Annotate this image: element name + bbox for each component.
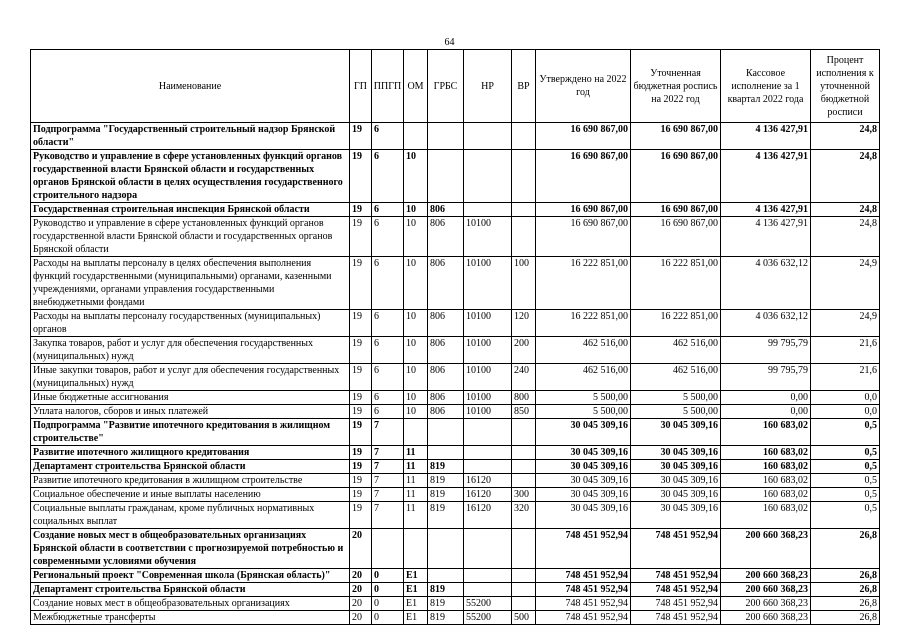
cell-percent: 0,5 xyxy=(811,460,880,474)
cell-cash: 4 036 632,12 xyxy=(721,310,811,337)
cell-om: E1 xyxy=(404,611,428,625)
cell-percent: 0,5 xyxy=(811,488,880,502)
cell-ppgp: 7 xyxy=(372,460,404,474)
cell-approved: 30 045 309,16 xyxy=(536,419,631,446)
cell-nr: 10100 xyxy=(464,337,512,364)
cell-om: E1 xyxy=(404,597,428,611)
cell-ppgp: 6 xyxy=(372,217,404,257)
cell-grbs: 819 xyxy=(428,597,464,611)
table-row xyxy=(31,611,880,625)
cell-cash: 160 683,02 xyxy=(721,502,811,529)
cell-gp: 19 xyxy=(350,310,372,337)
cell-vr xyxy=(512,217,536,257)
cell-om: 11 xyxy=(404,446,428,460)
cell-gp: 20 xyxy=(350,529,372,569)
cell-ppgp: 0 xyxy=(372,569,404,583)
cell-om xyxy=(404,419,428,446)
cell-percent: 24,8 xyxy=(811,217,880,257)
cell-name: Создание новых мест в общеобразовательных организациях xyxy=(31,597,350,611)
cell-ppgp: 0 xyxy=(372,611,404,625)
cell-name: Развитие ипотечного кредитования в жилищном строительстве xyxy=(31,474,350,488)
table-row xyxy=(31,217,880,257)
cell-gp: 19 xyxy=(350,217,372,257)
cell-nr xyxy=(464,419,512,446)
cell-vr: 800 xyxy=(512,391,536,405)
cell-nr xyxy=(464,203,512,217)
cell-approved: 5 500,00 xyxy=(536,405,631,419)
cell-cash: 4 136 427,91 xyxy=(721,217,811,257)
cell-grbs: 806 xyxy=(428,310,464,337)
cell-cash: 160 683,02 xyxy=(721,460,811,474)
table-header-row xyxy=(31,50,880,123)
cell-cash: 200 660 368,23 xyxy=(721,569,811,583)
table-row xyxy=(31,569,880,583)
cell-grbs xyxy=(428,569,464,583)
cell-approved: 30 045 309,16 xyxy=(536,446,631,460)
cell-approved: 16 222 851,00 xyxy=(536,310,631,337)
cell-refined: 748 451 952,94 xyxy=(631,569,721,583)
cell-vr: 120 xyxy=(512,310,536,337)
table-row xyxy=(31,203,880,217)
cell-ppgp: 6 xyxy=(372,150,404,203)
cell-ppgp: 0 xyxy=(372,597,404,611)
cell-vr: 320 xyxy=(512,502,536,529)
table-body xyxy=(31,123,880,625)
cell-name: Департамент строительства Брянской области xyxy=(31,583,350,597)
cell-gp: 19 xyxy=(350,364,372,391)
table-row xyxy=(31,123,880,150)
cell-gp: 19 xyxy=(350,474,372,488)
cell-vr: 200 xyxy=(512,337,536,364)
table-row xyxy=(31,405,880,419)
cell-percent: 26,8 xyxy=(811,529,880,569)
cell-percent: 26,8 xyxy=(811,569,880,583)
cell-nr xyxy=(464,583,512,597)
table-row xyxy=(31,364,880,391)
cell-refined: 30 045 309,16 xyxy=(631,488,721,502)
cell-cash: 99 795,79 xyxy=(721,364,811,391)
table-row xyxy=(31,446,880,460)
cell-gp: 19 xyxy=(350,257,372,310)
cell-percent: 0,0 xyxy=(811,405,880,419)
cell-nr xyxy=(464,460,512,474)
table-row xyxy=(31,597,880,611)
cell-name: Руководство и управление в сфере установленных функций органов государственной власти Брянской области и государственных органов Брянской области в целях осуществления государственного строительного надзора xyxy=(31,150,350,203)
cell-cash: 160 683,02 xyxy=(721,419,811,446)
cell-ppgp: 7 xyxy=(372,488,404,502)
cell-grbs xyxy=(428,529,464,569)
cell-grbs xyxy=(428,446,464,460)
cell-percent: 24,9 xyxy=(811,310,880,337)
cell-cash: 160 683,02 xyxy=(721,446,811,460)
cell-grbs xyxy=(428,150,464,203)
cell-ppgp: 7 xyxy=(372,446,404,460)
cell-percent: 24,9 xyxy=(811,257,880,310)
cell-ppgp: 0 xyxy=(372,583,404,597)
cell-refined: 748 451 952,94 xyxy=(631,597,721,611)
cell-gp: 19 xyxy=(350,150,372,203)
cell-gp: 19 xyxy=(350,502,372,529)
cell-approved: 748 451 952,94 xyxy=(536,611,631,625)
cell-gp: 20 xyxy=(350,569,372,583)
cell-nr xyxy=(464,150,512,203)
table-row xyxy=(31,460,880,474)
cell-approved: 748 451 952,94 xyxy=(536,597,631,611)
cell-vr xyxy=(512,529,536,569)
cell-approved: 5 500,00 xyxy=(536,391,631,405)
table-row xyxy=(31,391,880,405)
cell-refined: 30 045 309,16 xyxy=(631,502,721,529)
cell-om: 10 xyxy=(404,310,428,337)
cell-name: Подпрограмма "Государственный строительный надзор Брянской области" xyxy=(31,123,350,150)
cell-approved: 462 516,00 xyxy=(536,364,631,391)
table-row xyxy=(31,150,880,203)
header-approved: Утверждено на 2022 год xyxy=(536,50,631,123)
cell-approved: 16 222 851,00 xyxy=(536,257,631,310)
table-row xyxy=(31,529,880,569)
header-ppgp: ППГП xyxy=(372,50,404,123)
cell-cash: 99 795,79 xyxy=(721,337,811,364)
cell-grbs: 806 xyxy=(428,405,464,419)
cell-om: 11 xyxy=(404,502,428,529)
cell-om: 11 xyxy=(404,460,428,474)
cell-om: 10 xyxy=(404,364,428,391)
cell-nr: 10100 xyxy=(464,257,512,310)
cell-percent: 26,8 xyxy=(811,611,880,625)
cell-ppgp: 6 xyxy=(372,337,404,364)
cell-vr xyxy=(512,150,536,203)
cell-grbs: 806 xyxy=(428,337,464,364)
cell-cash: 4 136 427,91 xyxy=(721,150,811,203)
cell-name: Иные закупки товаров, работ и услуг для обеспечения государственных (муниципальных) нужд xyxy=(31,364,350,391)
cell-vr xyxy=(512,203,536,217)
table-row xyxy=(31,257,880,310)
cell-gp: 19 xyxy=(350,460,372,474)
cell-approved: 16 690 867,00 xyxy=(536,123,631,150)
cell-ppgp xyxy=(372,529,404,569)
cell-grbs: 819 xyxy=(428,502,464,529)
cell-percent: 24,8 xyxy=(811,203,880,217)
cell-om: 10 xyxy=(404,217,428,257)
cell-om: 11 xyxy=(404,474,428,488)
cell-percent: 0,5 xyxy=(811,446,880,460)
cell-nr: 10100 xyxy=(464,391,512,405)
header-om: ОМ xyxy=(404,50,428,123)
cell-vr xyxy=(512,597,536,611)
cell-om: 11 xyxy=(404,488,428,502)
cell-refined: 30 045 309,16 xyxy=(631,419,721,446)
cell-grbs: 806 xyxy=(428,364,464,391)
cell-om: E1 xyxy=(404,569,428,583)
cell-cash: 200 660 368,23 xyxy=(721,529,811,569)
cell-ppgp: 7 xyxy=(372,502,404,529)
cell-refined: 462 516,00 xyxy=(631,337,721,364)
cell-approved: 748 451 952,94 xyxy=(536,583,631,597)
header-vr: ВР xyxy=(512,50,536,123)
header-gp: ГП xyxy=(350,50,372,123)
cell-vr xyxy=(512,474,536,488)
cell-gp: 19 xyxy=(350,446,372,460)
cell-approved: 16 690 867,00 xyxy=(536,217,631,257)
cell-cash: 0,00 xyxy=(721,391,811,405)
cell-refined: 5 500,00 xyxy=(631,391,721,405)
header-nr: НР xyxy=(464,50,512,123)
cell-refined: 748 451 952,94 xyxy=(631,611,721,625)
cell-grbs: 819 xyxy=(428,611,464,625)
cell-refined: 462 516,00 xyxy=(631,364,721,391)
cell-vr: 500 xyxy=(512,611,536,625)
cell-cash: 160 683,02 xyxy=(721,474,811,488)
cell-om xyxy=(404,529,428,569)
cell-nr: 16120 xyxy=(464,488,512,502)
cell-vr xyxy=(512,419,536,446)
cell-approved: 30 045 309,16 xyxy=(536,460,631,474)
cell-name: Расходы на выплаты персоналу государственных (муниципальных) органов xyxy=(31,310,350,337)
cell-name: Социальное обеспечение и иные выплаты населению xyxy=(31,488,350,502)
cell-percent: 26,8 xyxy=(811,597,880,611)
cell-percent: 21,6 xyxy=(811,337,880,364)
cell-approved: 16 690 867,00 xyxy=(536,203,631,217)
cell-refined: 748 451 952,94 xyxy=(631,529,721,569)
cell-om: 10 xyxy=(404,257,428,310)
cell-name: Развитие ипотечного жилищного кредитования xyxy=(31,446,350,460)
cell-cash: 4 136 427,91 xyxy=(721,123,811,150)
cell-name: Расходы на выплаты персоналу в целях обеспечения выполнения функций государственными (муниципальными) органами, казенными учреждениями, органами управления государственными внебюджетными фондами xyxy=(31,257,350,310)
cell-percent: 24,8 xyxy=(811,150,880,203)
cell-name: Региональный проект "Современная школа (Брянская область)" xyxy=(31,569,350,583)
cell-gp: 19 xyxy=(350,488,372,502)
cell-cash: 4 036 632,12 xyxy=(721,257,811,310)
cell-nr xyxy=(464,529,512,569)
cell-percent: 26,8 xyxy=(811,583,880,597)
cell-name: Закупка товаров, работ и услуг для обеспечения государственных (муниципальных) нужд xyxy=(31,337,350,364)
cell-cash: 200 660 368,23 xyxy=(721,611,811,625)
cell-gp: 19 xyxy=(350,419,372,446)
cell-om: 10 xyxy=(404,337,428,364)
cell-gp: 19 xyxy=(350,123,372,150)
cell-vr: 850 xyxy=(512,405,536,419)
cell-approved: 462 516,00 xyxy=(536,337,631,364)
cell-vr: 100 xyxy=(512,257,536,310)
cell-nr: 55200 xyxy=(464,611,512,625)
cell-cash: 0,00 xyxy=(721,405,811,419)
cell-approved: 30 045 309,16 xyxy=(536,474,631,488)
cell-ppgp: 7 xyxy=(372,474,404,488)
cell-name: Иные бюджетные ассигнования xyxy=(31,391,350,405)
cell-gp: 20 xyxy=(350,611,372,625)
table-row xyxy=(31,502,880,529)
cell-name: Департамент строительства Брянской области xyxy=(31,460,350,474)
cell-refined: 16 222 851,00 xyxy=(631,310,721,337)
cell-refined: 5 500,00 xyxy=(631,405,721,419)
cell-nr: 10100 xyxy=(464,364,512,391)
cell-ppgp: 6 xyxy=(372,203,404,217)
cell-grbs: 819 xyxy=(428,583,464,597)
header-name: Наименование xyxy=(31,50,350,123)
cell-grbs: 806 xyxy=(428,217,464,257)
cell-percent: 24,8 xyxy=(811,123,880,150)
cell-nr: 10100 xyxy=(464,217,512,257)
cell-gp: 19 xyxy=(350,391,372,405)
table-row xyxy=(31,337,880,364)
cell-name: Государственная строительная инспекция Брянской области xyxy=(31,203,350,217)
cell-nr: 55200 xyxy=(464,597,512,611)
cell-refined: 748 451 952,94 xyxy=(631,583,721,597)
header-cash: Кассовое исполнение за 1 квартал 2022 года xyxy=(721,50,811,123)
cell-refined: 30 045 309,16 xyxy=(631,460,721,474)
cell-nr xyxy=(464,446,512,460)
cell-percent: 0,5 xyxy=(811,419,880,446)
cell-cash: 160 683,02 xyxy=(721,488,811,502)
cell-refined: 30 045 309,16 xyxy=(631,474,721,488)
cell-refined: 16 690 867,00 xyxy=(631,123,721,150)
header-percent: Процент исполнения к уточненной бюджетной росписи xyxy=(811,50,880,123)
cell-percent: 0,5 xyxy=(811,474,880,488)
cell-grbs: 819 xyxy=(428,488,464,502)
cell-om: 10 xyxy=(404,150,428,203)
cell-approved: 16 690 867,00 xyxy=(536,150,631,203)
cell-name: Социальные выплаты гражданам, кроме публичных нормативных социальных выплат xyxy=(31,502,350,529)
cell-nr xyxy=(464,569,512,583)
table-row xyxy=(31,474,880,488)
cell-refined: 30 045 309,16 xyxy=(631,446,721,460)
cell-gp: 20 xyxy=(350,583,372,597)
cell-percent: 0,0 xyxy=(811,391,880,405)
table-row xyxy=(31,419,880,446)
cell-vr xyxy=(512,569,536,583)
cell-approved: 30 045 309,16 xyxy=(536,488,631,502)
cell-percent: 0,5 xyxy=(811,502,880,529)
cell-name: Уплата налогов, сборов и иных платежей xyxy=(31,405,350,419)
cell-gp: 19 xyxy=(350,203,372,217)
cell-ppgp: 6 xyxy=(372,405,404,419)
budget-execution-table xyxy=(30,49,880,625)
table-row xyxy=(31,488,880,502)
cell-gp: 19 xyxy=(350,405,372,419)
cell-refined: 16 690 867,00 xyxy=(631,150,721,203)
cell-gp: 19 xyxy=(350,337,372,364)
cell-om xyxy=(404,123,428,150)
cell-grbs: 819 xyxy=(428,460,464,474)
cell-name: Подпрограмма "Развитие ипотечного кредитования в жилищном строительстве" xyxy=(31,419,350,446)
cell-nr xyxy=(464,123,512,150)
cell-om: 10 xyxy=(404,405,428,419)
table-row xyxy=(31,583,880,597)
cell-grbs: 806 xyxy=(428,203,464,217)
cell-vr: 300 xyxy=(512,488,536,502)
cell-vr xyxy=(512,446,536,460)
header-refined: Уточненная бюджетная роспись на 2022 год xyxy=(631,50,721,123)
cell-refined: 16 690 867,00 xyxy=(631,203,721,217)
cell-percent: 21,6 xyxy=(811,364,880,391)
page-number: 64 xyxy=(444,37,455,48)
cell-ppgp: 7 xyxy=(372,419,404,446)
cell-grbs: 806 xyxy=(428,257,464,310)
cell-ppgp: 6 xyxy=(372,310,404,337)
cell-ppgp: 6 xyxy=(372,123,404,150)
cell-grbs: 806 xyxy=(428,391,464,405)
cell-vr xyxy=(512,123,536,150)
cell-ppgp: 6 xyxy=(372,391,404,405)
cell-refined: 16 222 851,00 xyxy=(631,257,721,310)
cell-approved: 748 451 952,94 xyxy=(536,529,631,569)
cell-refined: 16 690 867,00 xyxy=(631,217,721,257)
cell-om: 10 xyxy=(404,203,428,217)
cell-nr: 10100 xyxy=(464,310,512,337)
cell-gp: 20 xyxy=(350,597,372,611)
cell-om: E1 xyxy=(404,583,428,597)
cell-approved: 30 045 309,16 xyxy=(536,502,631,529)
cell-vr xyxy=(512,583,536,597)
cell-name: Руководство и управление в сфере установленных функций органов государственной власти Брянской области и государственных органов Брянской области xyxy=(31,217,350,257)
cell-om: 10 xyxy=(404,391,428,405)
cell-nr: 10100 xyxy=(464,405,512,419)
table-row xyxy=(31,310,880,337)
cell-cash: 4 136 427,91 xyxy=(721,203,811,217)
cell-vr xyxy=(512,460,536,474)
cell-approved: 748 451 952,94 xyxy=(536,569,631,583)
cell-ppgp: 6 xyxy=(372,364,404,391)
cell-cash: 200 660 368,23 xyxy=(721,583,811,597)
cell-name: Создание новых мест в общеобразовательных организациях Брянской области в соответствии с прогнозируемой потребностью и современными условиями обучения xyxy=(31,529,350,569)
cell-nr: 16120 xyxy=(464,502,512,529)
cell-cash: 200 660 368,23 xyxy=(721,597,811,611)
cell-name: Межбюджетные трансферты xyxy=(31,611,350,625)
cell-grbs: 819 xyxy=(428,474,464,488)
cell-grbs xyxy=(428,123,464,150)
cell-ppgp: 6 xyxy=(372,257,404,310)
cell-nr: 16120 xyxy=(464,474,512,488)
header-grbs: ГРБС xyxy=(428,50,464,123)
cell-vr: 240 xyxy=(512,364,536,391)
cell-grbs xyxy=(428,419,464,446)
